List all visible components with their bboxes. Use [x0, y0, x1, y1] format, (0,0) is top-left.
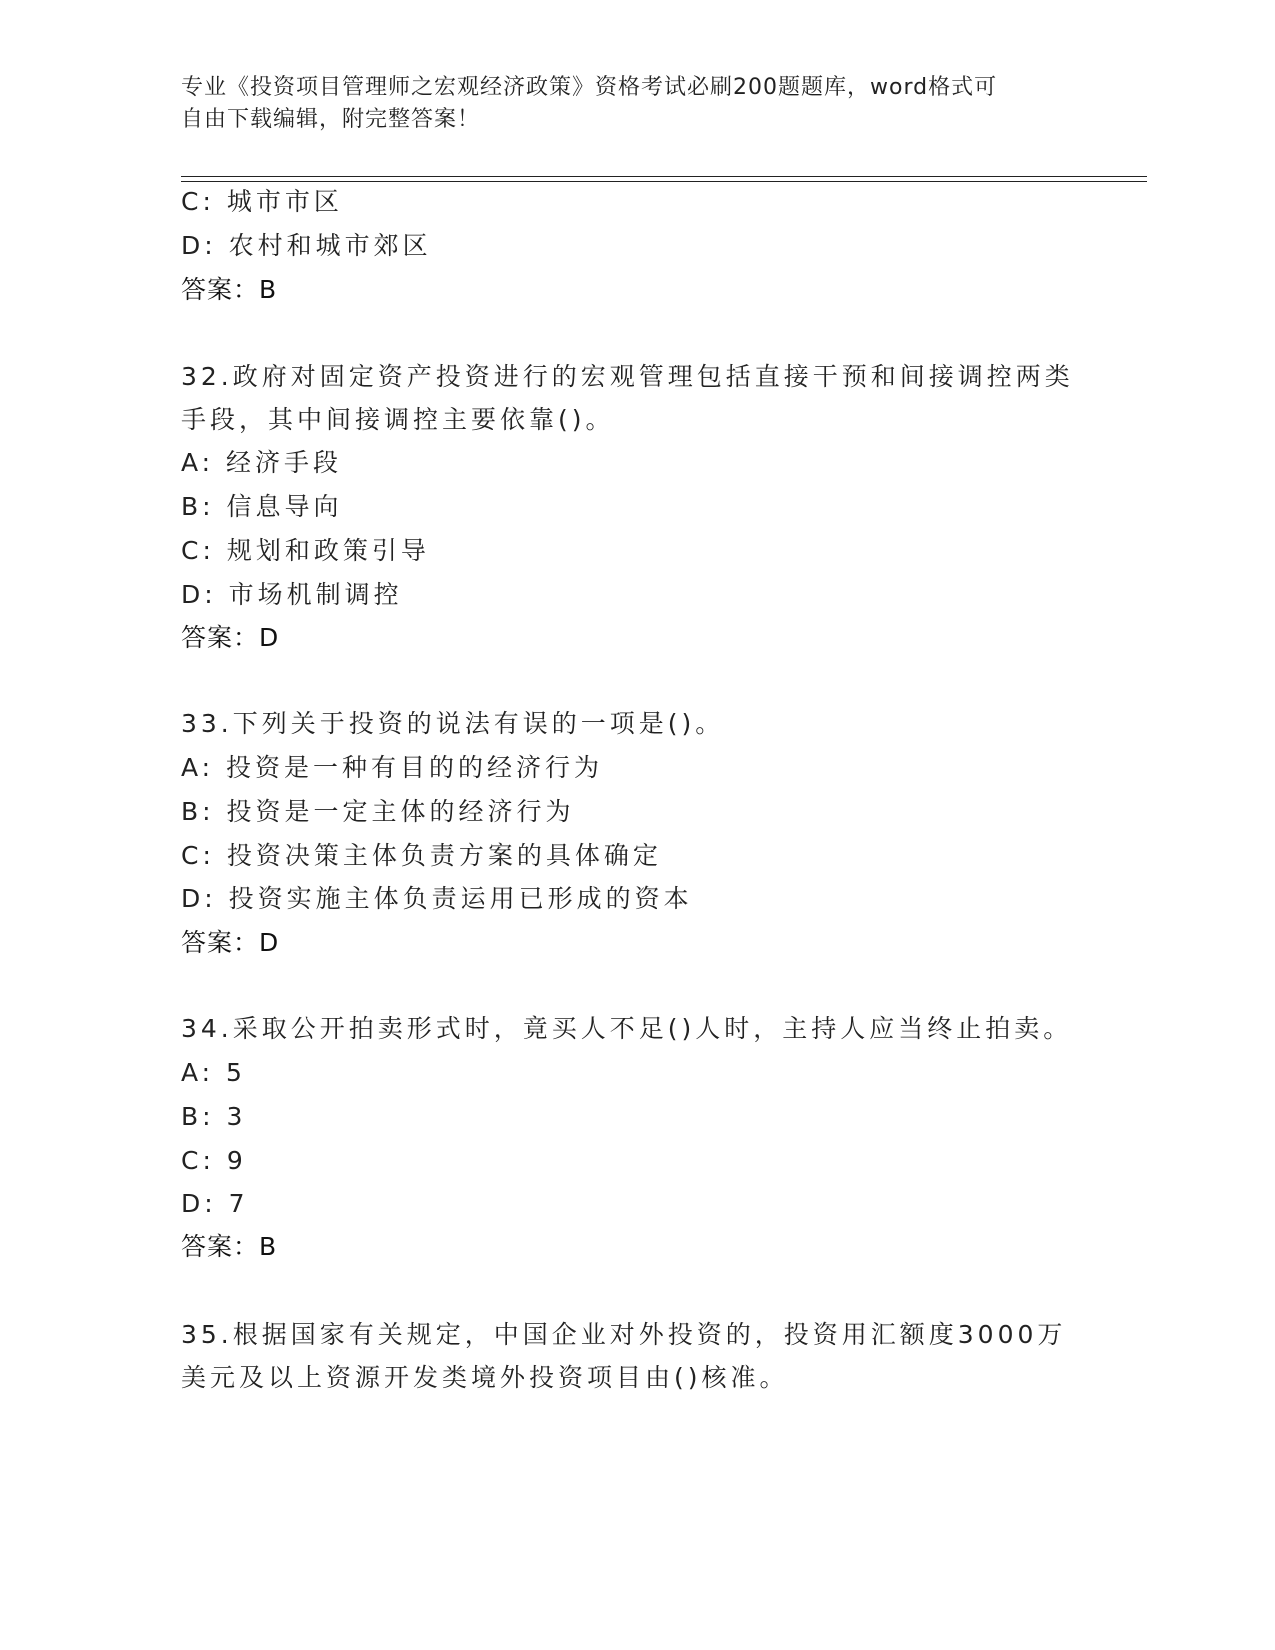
header-line-2: 自由下载编辑，附完整答案！ — [181, 107, 481, 132]
q34-option-a: A: 5 — [181, 1058, 246, 1087]
q34-option-c: C: 9 — [181, 1146, 247, 1175]
q33-stem-line-1: 33.下列关于投资的说法有误的一项是()。 — [181, 709, 725, 738]
header-divider-top — [181, 176, 1147, 177]
q35-stem-line-1: 35.根据国家有关规定，中国企业对外投资的，投资用汇额度3000万 — [181, 1320, 1067, 1349]
q34-option-b: B: 3 — [181, 1102, 247, 1131]
q34-stem-line-1: 34.采取公开拍卖形式时，竟买人不足()人时，主持人应当终止拍卖。 — [181, 1014, 1073, 1043]
document-header — [181, 72, 1061, 136]
q31-option-c: C: 城市市区 — [181, 187, 343, 216]
header-divider-bottom — [181, 181, 1147, 182]
q33-answer: 答案：D — [181, 928, 280, 957]
q32-stem-line-2: 手段，其中间接调控主要依靠()。 — [181, 405, 615, 434]
q31-answer: 答案：B — [181, 275, 278, 304]
q32-option-d: D: 市场机制调控 — [181, 580, 403, 609]
header-line-1: 专业《投资项目管理师之宏观经济政策》资格考试必刷200题题库，word格式可 — [181, 75, 998, 100]
q32-stem-line-1: 32.政府对固定资产投资进行的宏观管理包括直接干预和间接调控两类 — [181, 362, 1074, 391]
q35-stem-line-2: 美元及以上资源开发类境外投资项目由()核准。 — [181, 1363, 789, 1392]
q31-option-d: D: 农村和城市郊区 — [181, 231, 432, 260]
q33-option-a: A: 投资是一种有目的的经济行为 — [181, 753, 604, 782]
q32-option-c: C: 规划和政策引导 — [181, 536, 430, 565]
q32-option-b: B: 信息导向 — [181, 492, 343, 521]
q33-option-d: D: 投资实施主体负责运用已形成的资本 — [181, 884, 693, 913]
q32-answer: 答案：D — [181, 623, 280, 652]
q33-option-b: B: 投资是一定主体的经济行为 — [181, 797, 575, 826]
q34-answer: 答案：B — [181, 1232, 278, 1261]
q33-option-c: C: 投资决策主体负责方案的具体确定 — [181, 841, 662, 870]
q32-option-a: A: 经济手段 — [181, 448, 343, 477]
q34-option-d: D: 7 — [181, 1189, 249, 1218]
